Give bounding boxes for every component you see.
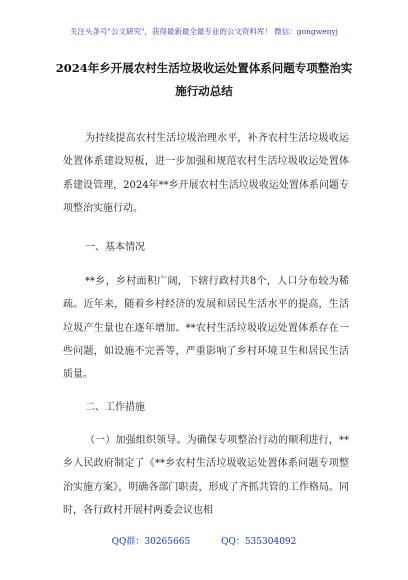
intro-paragraph: 为持续提高农村生活垃圾治理水平，补齐农村生活垃圾收运处置体系建设短板，进一步加强和规范农村生活垃圾收运处置体系建设管理，2024年**乡开展农村生活垃圾收运处置体系问题专项整治实施行动。 [63,133,349,214]
footer-qq: QQ：535304092 [221,537,297,547]
section-heading-measures: 二、工作措施 [85,402,145,413]
footer-contact [0,534,408,547]
title-line-1: 2024年乡开展农村生活垃圾收运处置体系问题专项整治实 [55,61,353,75]
footer-qq-group: QQ群：30265665 [111,537,191,547]
basic-situation-paragraph: **乡，乡村面积广阔，下辖行政村共8个，人口分布较为稀疏。近年来，随着乡村经济的发展和居民生活水平的提高，生活垃圾产生量也在逐年增加。**农村生活垃圾收运处置体系存在一些问题，如设施不完善等，严重影响了乡村环境卫生和居民生活质量。 [63,276,349,381]
measures-paragraph: （一）加强组织领导。为确保专项整治行动的顺利进行，**乡人民政府制定了《**乡农村生活垃圾收运处置体系问题专项整治实施方案》，明确各部门职责，形成了齐抓共管的工作格局。同时，各行政村开展村两委会议也相 [63,435,349,516]
section-heading-basic: 一、基本情况 [85,242,145,253]
document-title [40,57,368,103]
header-note: 关注头条号"公文研究"，获得最新最全最专业的公文资料库！ 微信：gongwenyj [70,27,338,36]
title-line-2: 施行动总结 [175,84,233,98]
